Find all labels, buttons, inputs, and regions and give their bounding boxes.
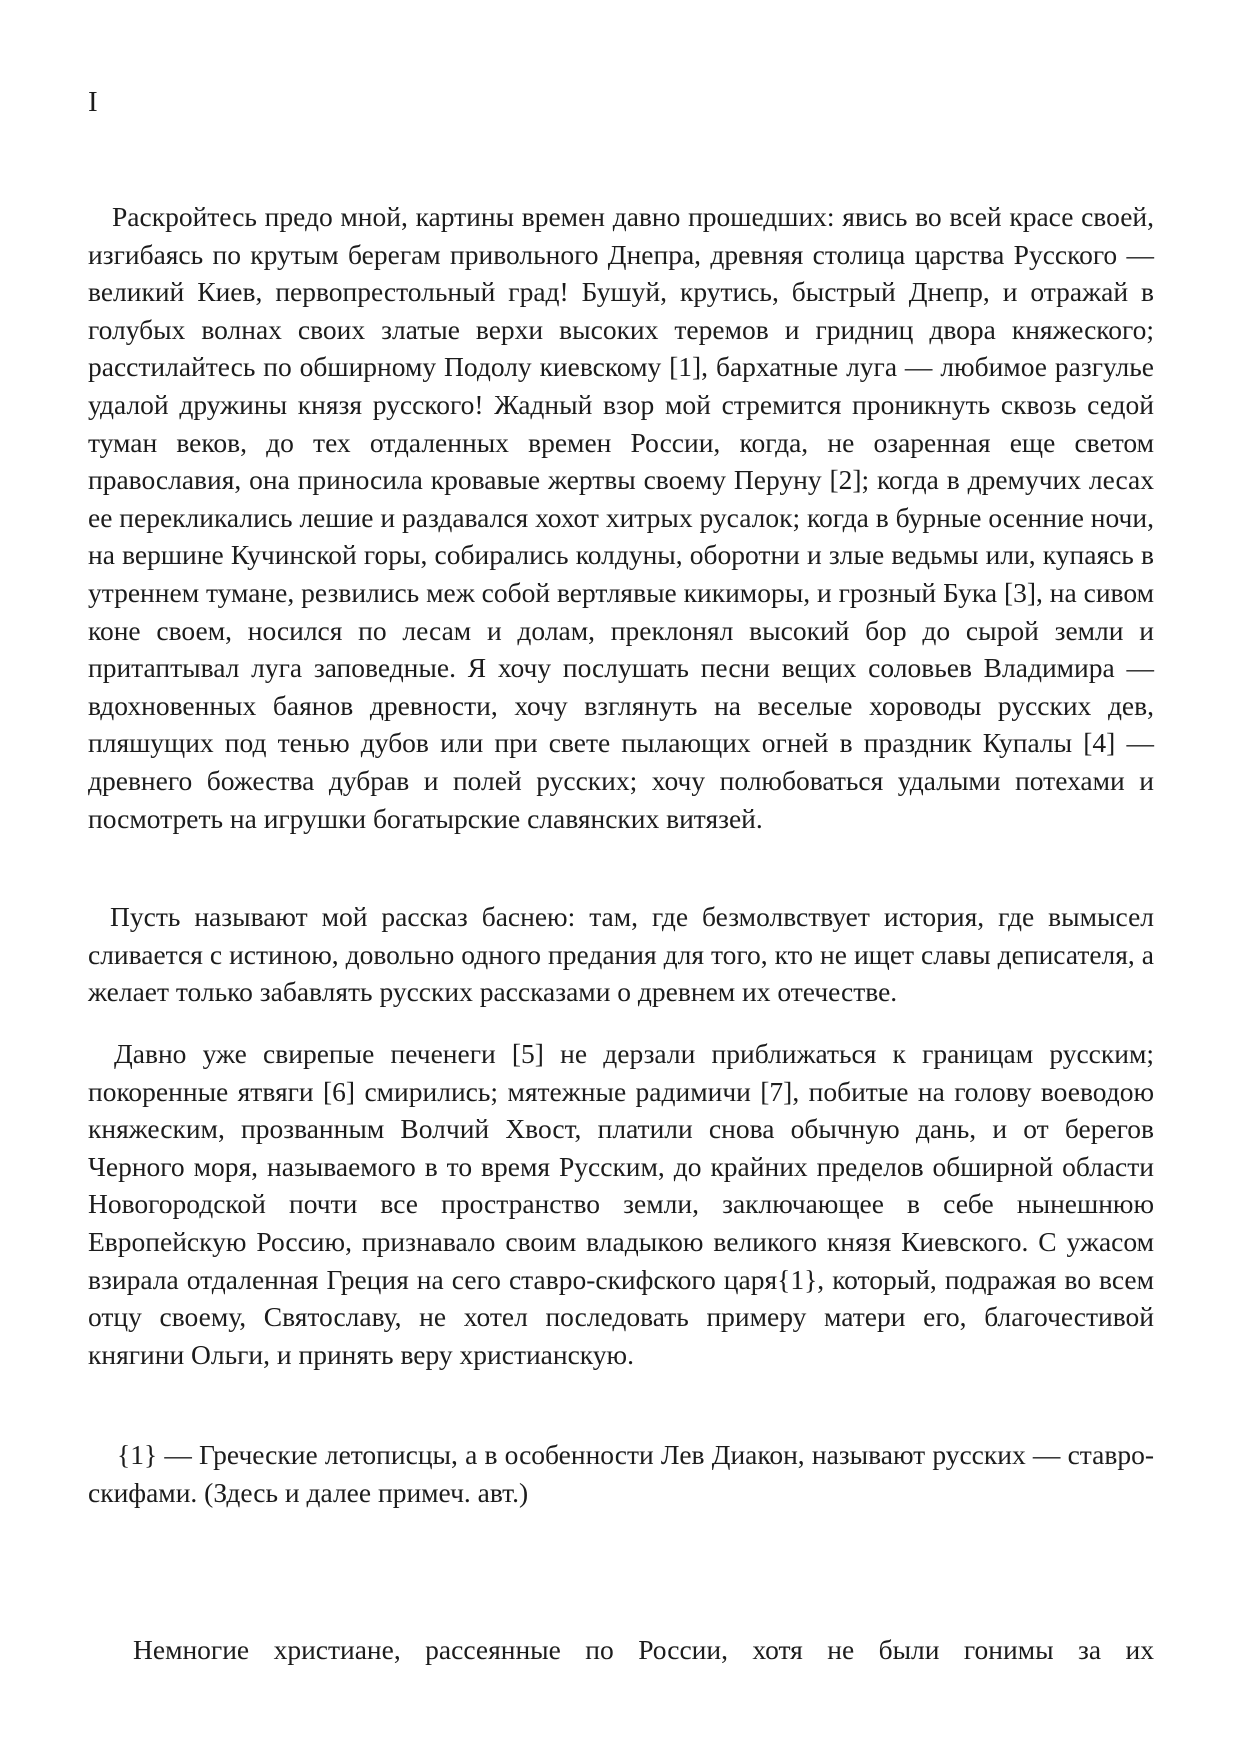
footnote: {1} — Греческие летописцы, а в особенности Лев Диакон, называют русских — ставро-скифами. (Здесь и далее примеч. авт.) bbox=[88, 1439, 1154, 1508]
paragraph-fable: Пусть называют мой рассказ баснею: там, где безмолвствует история, где вымысел сливается с истиною, довольно одного предания для того, кто не ищет славы деписателя, а желает только забавлять русских рассказами о древнем их отечестве. bbox=[88, 901, 1154, 1008]
paragraph-continuation: Немногие христиане, рассеянные по России, хотя не были гонимы за их bbox=[133, 1634, 1154, 1665]
chapter-number: I bbox=[88, 86, 98, 118]
paragraph-opening: Раскройтесь предо мной, картины времен давно прошедших: явись во всей красе своей, изгибаясь по крутым берегам привольного Днепра, древняя столица царства Русского — великий Киев, первопрестольный град! Бушуй, крутись, быстрый Днепр, и отражай в голубых волнах своих златые верхи высоких теремов и гридниц двора княжеского; расстилайтесь по обширному Подолу киевскому [1], бархатные луга — любимое разгулье удалой дружины князя русского! Жадный взор мой стремится проникнуть сквозь седой туман веков, до тех отдаленных времен России, когда, не озаренная еще светом православия, она приносила кровавые жертвы своему Перуну [2]; когда в дремучих лесах ее перекликались лешие и раздавался хохот хитрых русалок; когда в бурные осенние ночи, на вершине Кучинской горы, собирались колдуны, оборотни и злые ведьмы или, купаясь в утреннем тумане, резвились меж собой вертлявые кикиморы, и грозный Бука [3], на сивом коне своем, носился по лесам и долам, преклонял высокий бор до сырой земли и притаптывал луга заповедные. Я хочу послушать песни вещих соловьев Владимира — вдохновенных баянов древности, хочу взглянуть на веселые хороводы русских дев, пляшущих под тенью дубов или при свете пылающих огней в праздник Купалы [4] — древнего божества дубрав и полей русских; хочу полюбоваться удалыми потехами и посмотреть на игрушки богатырские славянских витязей. bbox=[88, 201, 1154, 834]
paragraph-history: Давно уже свирепые печенеги [5] не дерзали приближаться к границам русским; покоренные ятвяги [6] смирились; мятежные радимичи [7], побитые на голову воеводою княжеским, прозванным Волчий Хвост, платили снова обычную дань, и от берегов Черного моря, называемого в то время Русским, до крайних пределов обширной области Новогородской почти все пространство земли, заключающее в себе нынешнюю Европейскую Россию, признавало своим владыкою великого князя Киевского. С ужасом взирала отдаленная Греция на сего ставро-скифского царя{1}, который, подражая во всем отцу своему, Святославу, не хотел последовать примеру матери его, благочестивой княгини Ольги, и принять веру христианскую. bbox=[88, 1038, 1154, 1370]
